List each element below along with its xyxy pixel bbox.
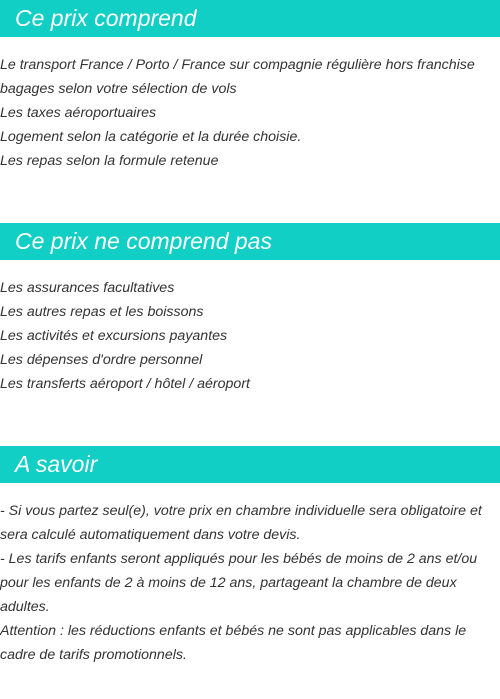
section-content [0,53,500,173]
section-title: A savoir [15,451,98,477]
list-item: Attention : les réductions enfants et bébés ne sont pas applicables dans le cadre de tarifs promotionnels. [0,623,467,663]
section-price-includes [0,0,500,173]
list-item: Les dépenses d'ordre personnel [0,352,203,368]
list-item: Le transport France / Porto / France sur compagnie régulière hors franchise bagages selon votre sélection de vols [0,57,475,97]
section-title: Ce prix comprend [15,5,197,31]
list-item: - Les tarifs enfants seront appliqués pour les bébés de moins de 2 ans et/ou pour les enfants de 2 à moins de 12 ans, partageant la chambre de deux adultes. [0,551,478,615]
section-banner [0,446,500,483]
list-item: Les transferts aéroport / hôtel / aéroport [0,376,250,392]
section-content [0,276,500,396]
list-item: Les repas selon la formule retenue [0,153,219,169]
list-item: Les assurances facultatives [0,280,175,296]
section-good-to-know [0,446,500,667]
section-title: Ce prix ne comprend pas [15,228,272,254]
list-item: Logement selon la catégorie et la durée choisie. [0,129,302,145]
list-item: - Si vous partez seul(e), votre prix en chambre individuelle sera obligatoire et sera calculé automatiquement dans votre devis. [0,503,482,543]
section-content [0,499,500,667]
list-item: Les taxes aéroportuaires [0,105,157,121]
section-price-excludes [0,223,500,396]
list-item: Les autres repas et les boissons [0,304,204,320]
list-item: Les activités et excursions payantes [0,328,228,344]
section-banner [0,223,500,260]
section-banner [0,0,500,37]
